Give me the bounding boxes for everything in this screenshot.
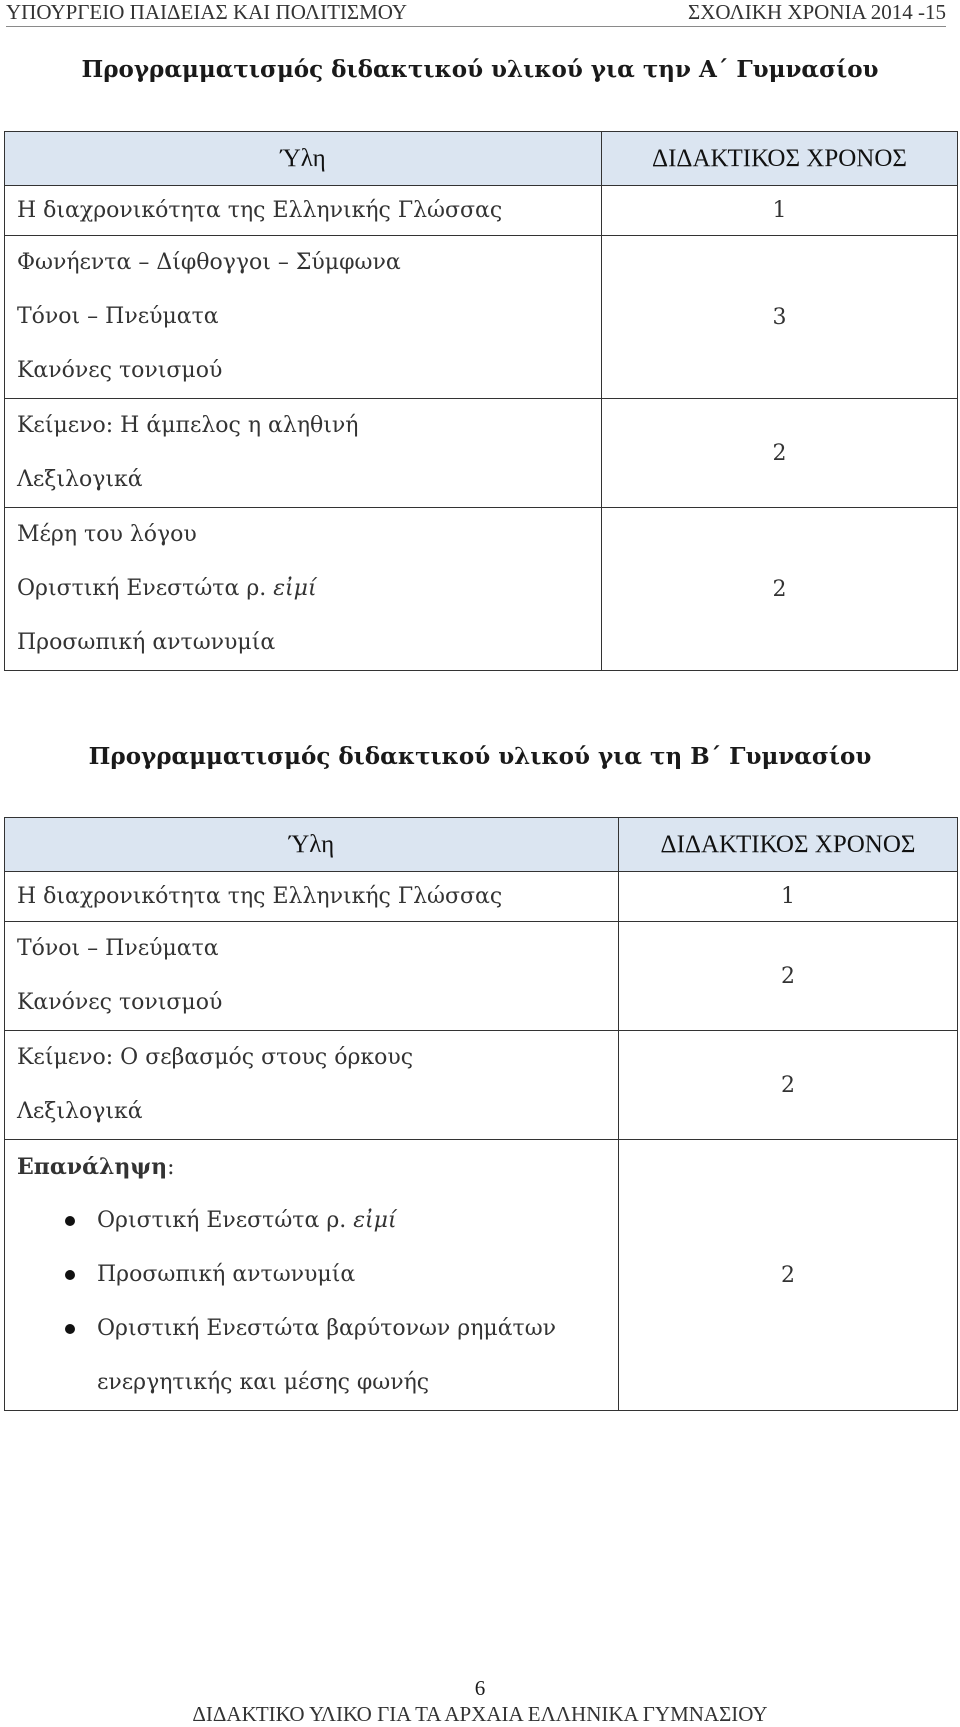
topic-line: Τόνοι – Πνεύματα <box>17 304 219 329</box>
topic-line: Τόνοι – Πνεύματα <box>17 936 219 961</box>
review-item-text: Οριστική Ενεστώτα ρ. <box>97 1208 354 1233</box>
time-cell: 2 <box>602 399 958 508</box>
time-cell: 1 <box>602 186 958 236</box>
topic-cell <box>5 236 602 399</box>
header-school-year: ΣΧΟΛΙΚΗ ΧΡΟΝΙΑ 2014 -15 <box>687 0 946 24</box>
table-row <box>5 186 958 236</box>
topic-line: Λεξιλογικά <box>17 1099 143 1124</box>
topic-cell <box>5 399 602 508</box>
column-header-time: ΔΙΔΑΚΤΙΚΟΣ ΧΡΟΝΟΣ <box>602 132 958 186</box>
verb-eimi: εἰμί <box>353 1208 397 1233</box>
topic-cell <box>5 508 602 671</box>
column-header-time: ΔΙΔΑΚΤΙΚΟΣ ΧΡΟΝΟΣ <box>619 818 958 872</box>
list-item <box>17 1248 618 1302</box>
section-b-table <box>4 817 958 1411</box>
topic-cell <box>5 1031 619 1140</box>
table-header-row <box>5 132 958 186</box>
time-cell: 1 <box>619 872 958 922</box>
column-header-topic: Ύλη <box>5 818 619 872</box>
time-cell: 3 <box>602 236 958 399</box>
header-divider <box>6 26 946 27</box>
review-item-text: Οριστική Ενεστώτα βαρύτονων ρημάτων <box>97 1316 557 1341</box>
running-header <box>0 0 960 28</box>
review-list <box>17 1194 618 1410</box>
topic-line: Προσωπική αντωνυμία <box>17 630 276 655</box>
review-item-text: Προσωπική αντωνυμία <box>97 1262 356 1287</box>
table-row <box>5 872 958 922</box>
time-cell: 2 <box>619 1031 958 1140</box>
running-footer: ΔΙΔΑΚΤΙΚΟ ΥΛΙΚΟ ΓΙΑ ΤΑ ΑΡΧΑΙΑ ΕΛΛΗΝΙΚΑ ΓΥΜΝΑΣΙΟΥ <box>192 1702 768 1726</box>
topic-line: Η διαχρονικότητα της Ελληνικής Γλώσσας <box>17 884 503 909</box>
time-cell: 2 <box>619 922 958 1031</box>
topic-cell <box>5 872 619 922</box>
header-ministry: ΥΠΟΥΡΓΕΙΟ ΠΑΙΔΕΙΑΣ ΚΑΙ ΠΟΛΙΤΙΣΜΟΥ <box>6 0 408 24</box>
table-row <box>5 1031 958 1140</box>
table-header-row <box>5 818 958 872</box>
table-row <box>5 922 958 1031</box>
table-row <box>5 236 958 399</box>
table-row <box>5 399 958 508</box>
topic-line: Μέρη του λόγου <box>17 522 197 547</box>
topic-cell <box>5 922 619 1031</box>
column-header-topic: Ύλη <box>5 132 602 186</box>
topic-text: Οριστική Ενεστώτα ρ. <box>17 576 274 601</box>
review-colon: : <box>167 1155 175 1180</box>
topic-line <box>17 562 601 616</box>
topic-cell <box>5 186 602 236</box>
review-label: Επανάληψη <box>17 1154 168 1180</box>
bullet-icon <box>65 1216 75 1226</box>
topic-line: Λεξιλογικά <box>17 467 143 492</box>
bullet-icon <box>65 1270 75 1280</box>
page-number: 6 <box>474 1676 486 1700</box>
table-row <box>5 1140 958 1411</box>
topic-line: Φωνήεντα – Δίφθογγοι – Σύμφωνα <box>17 250 401 275</box>
topic-line: Κανόνες τονισμού <box>17 990 223 1015</box>
time-cell: 2 <box>619 1140 958 1411</box>
topic-cell <box>5 1140 619 1411</box>
topic-line: Κείμενο: Η άμπελος η αληθινή <box>17 413 359 438</box>
topic-line: Κείμενο: Ο σεβασμός στους όρκους <box>17 1045 414 1070</box>
list-item-continuation <box>17 1356 618 1410</box>
table-row <box>5 508 958 671</box>
topic-line: Κανόνες τονισμού <box>17 358 223 383</box>
list-item <box>17 1302 618 1356</box>
review-heading <box>17 1140 618 1194</box>
time-cell: 2 <box>602 508 958 671</box>
section-b-title: Προγραμματισμός διδακτικού υλικού για τη Β΄ Γυμνασίου <box>88 743 872 770</box>
section-a-title: Προγραμματισμός διδακτικού υλικού για την Α΄ Γυμνασίου <box>81 56 879 83</box>
topic-line: Η διαχρονικότητα της Ελληνικής Γλώσσας <box>17 198 503 223</box>
verb-eimi: εἰμί <box>273 576 317 601</box>
list-item <box>17 1194 618 1248</box>
bullet-icon <box>65 1324 75 1334</box>
section-a-table <box>4 131 958 671</box>
review-item-text: ενεργητικής και μέσης φωνής <box>97 1370 430 1395</box>
